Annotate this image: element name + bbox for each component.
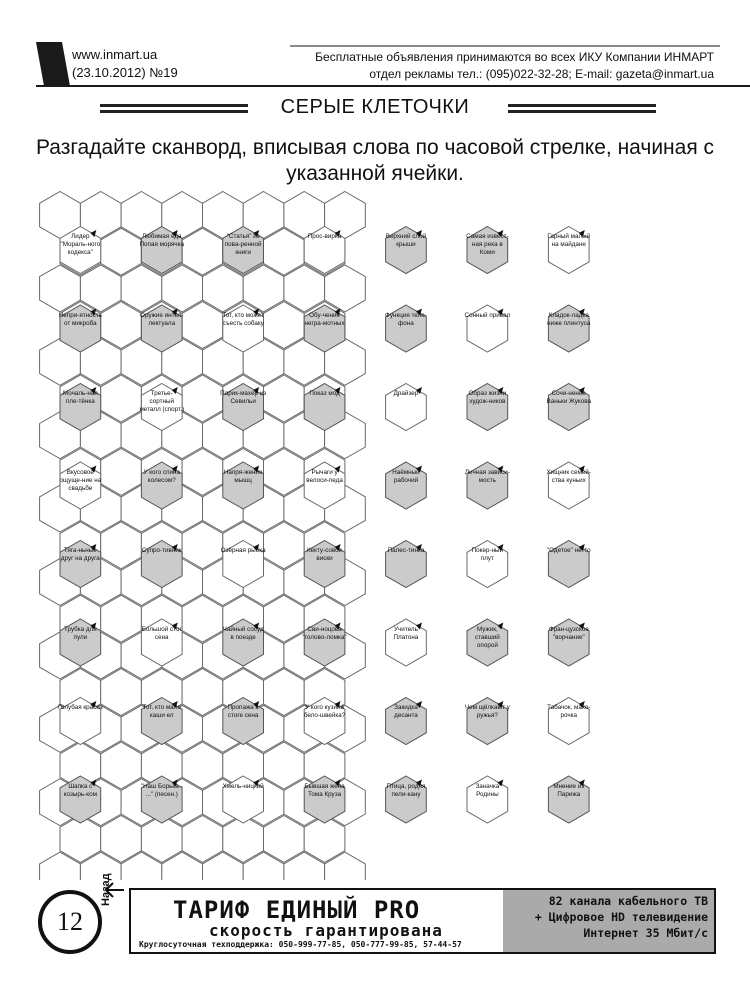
clue-text: Вкусовое ощуще-ние на свадьбе	[59, 468, 102, 492]
clue-text: Покер-ный плут	[471, 547, 504, 563]
clue-text: Лидер "Мораль-ного кодекса"	[60, 233, 101, 257]
clue-text: Парик-махер из Севильи	[220, 390, 267, 406]
clue-text: Сви-ноцова "голово-ломка"	[302, 625, 347, 641]
ad-feature: 82 канала кабельного ТВ	[548, 894, 708, 908]
ad-subtitle: скорость гарантирована	[209, 921, 443, 940]
clue-text: Голубая краска	[58, 704, 103, 711]
clue-text: Образ жизни худож-ников	[468, 390, 507, 406]
clue-text: Тот, кто мало каши ел	[142, 704, 181, 720]
clue-text: Кладок-ладка ниже плинтуса	[547, 311, 591, 327]
ad-feature: + Цифровое HD телевидение	[534, 910, 708, 924]
clue-text: Чем щёлкают у ружья?	[464, 704, 510, 720]
clue-text: "Одетое" нетто	[546, 547, 591, 554]
puzzle-instructions: Разгадайте сканворд, вписывая слова по часовой стрелке, начиная с указанной ячейки.	[35, 136, 715, 185]
back-link[interactable]: Назад	[100, 873, 112, 906]
clue-text: Шапка с козырь-ком	[63, 782, 97, 798]
site-url[interactable]: www.inmart.ua	[72, 47, 158, 62]
ad-support-phones: Круглосуточная техподдержка: 050-999-77-85, 050-777-99-85, 57-44-57	[139, 940, 462, 949]
puzzle-title: СЕРЫЕ КЛЕТОЧКИ	[280, 96, 470, 118]
clue-text: Тяга-ньные друг на друга	[60, 547, 100, 563]
clue-text: Большой стог сена	[141, 625, 182, 641]
clue-text: Прос-вирка	[307, 233, 342, 240]
clue-text: У кого спина колесом?	[143, 468, 181, 484]
ads-notice: Бесплатные объявления принимаются во всех ИКУ Компании ИНМАРТ	[315, 50, 714, 64]
clue-text: Драйзер	[393, 390, 419, 397]
clue-text: "Статья" из пова-ренной книги	[224, 233, 262, 257]
clue-text: Табачок, махо-рочка	[547, 704, 591, 720]
clue-text: Закидка десанта	[394, 704, 418, 720]
clue-text: Супро-тивник	[141, 547, 182, 554]
clue-text: Мнение из Парижа	[553, 782, 585, 798]
clue-text: Сонный привал	[464, 311, 511, 319]
clue-text: Рычаги у велоси-педа	[306, 468, 343, 484]
clue-text: Заначка Родины	[475, 782, 500, 798]
clue-text: Хмель-ницкий	[222, 782, 264, 790]
ad-feature: Интернет 35 Мбит/с	[583, 926, 708, 940]
clue-text: Сочи-нение Ваньки Жукова	[546, 390, 592, 406]
clue-text: Чайный сосуд в поезде	[222, 625, 264, 641]
ad-title: ТАРИФ ЕДИНЫЙ PRO	[173, 896, 421, 924]
ad-features-panel	[503, 890, 714, 952]
issue-info: (23.10.2012) №19	[72, 65, 178, 80]
page-number: 12	[38, 890, 102, 954]
clue-text: Бывшая жена Тома Круза	[304, 782, 345, 798]
clue-text: Наёмный рабочий	[392, 468, 420, 484]
clue-text: Птица, родня пели-кану	[386, 782, 426, 798]
clue-text: Палес-тинка	[387, 547, 425, 554]
tariff-ad[interactable]	[129, 888, 716, 954]
clue-text: Фран-цузское "ворчание"	[548, 625, 589, 641]
clue-text: Мужик, ставший опорой	[474, 625, 500, 649]
ads-contacts: отдел рекламы тел.: (095)022-32-28; E-mail: gazeta@inmart.ua	[369, 67, 714, 81]
clue-text: Хищник семей-ства куньих	[546, 468, 592, 484]
clue-text: Трубка для пули	[64, 625, 97, 641]
clue-text: Оружие интел-лектуала	[140, 311, 184, 327]
clue-text: Мочаль-ная пле-тёнка	[62, 390, 98, 406]
clue-text: Напря-жение мышц	[223, 468, 263, 484]
clue-text: Верхний слой крыши	[385, 233, 427, 249]
clue-text: Показ мод	[309, 390, 340, 397]
clue-text: Обу-чение негра-мотных	[304, 311, 345, 327]
clue-text: "Наш Борька - ..." (песен.)	[140, 782, 183, 798]
clue-text: Самая извест-ная река в Коми	[466, 233, 509, 257]
clue-text: Гарный малый на майдане	[547, 233, 591, 249]
clue-text: Функция теле-фона	[385, 311, 427, 327]
clue-text: Кекту-совое виски	[306, 547, 343, 563]
clue-text: Непри-ятность от микроба	[58, 311, 102, 327]
clue-text: Пропажа в стоге сена	[227, 704, 259, 720]
clue-text: У кого кузина бело-швейка?	[303, 704, 346, 720]
clue-text: Учитель Платона	[393, 625, 419, 641]
ad-features	[535, 893, 708, 941]
page-footer	[0, 873, 750, 980]
clue-text: Третье-сортный металл (спорт.)	[139, 390, 185, 414]
clue-text: Любимая еда Попая морячка	[139, 233, 184, 249]
clue-text: Тот, кто может съесть собаку	[222, 311, 264, 327]
clue-text: Озёрная рыбка	[220, 547, 266, 554]
clue-text: Личная зависи-мость	[464, 468, 510, 484]
